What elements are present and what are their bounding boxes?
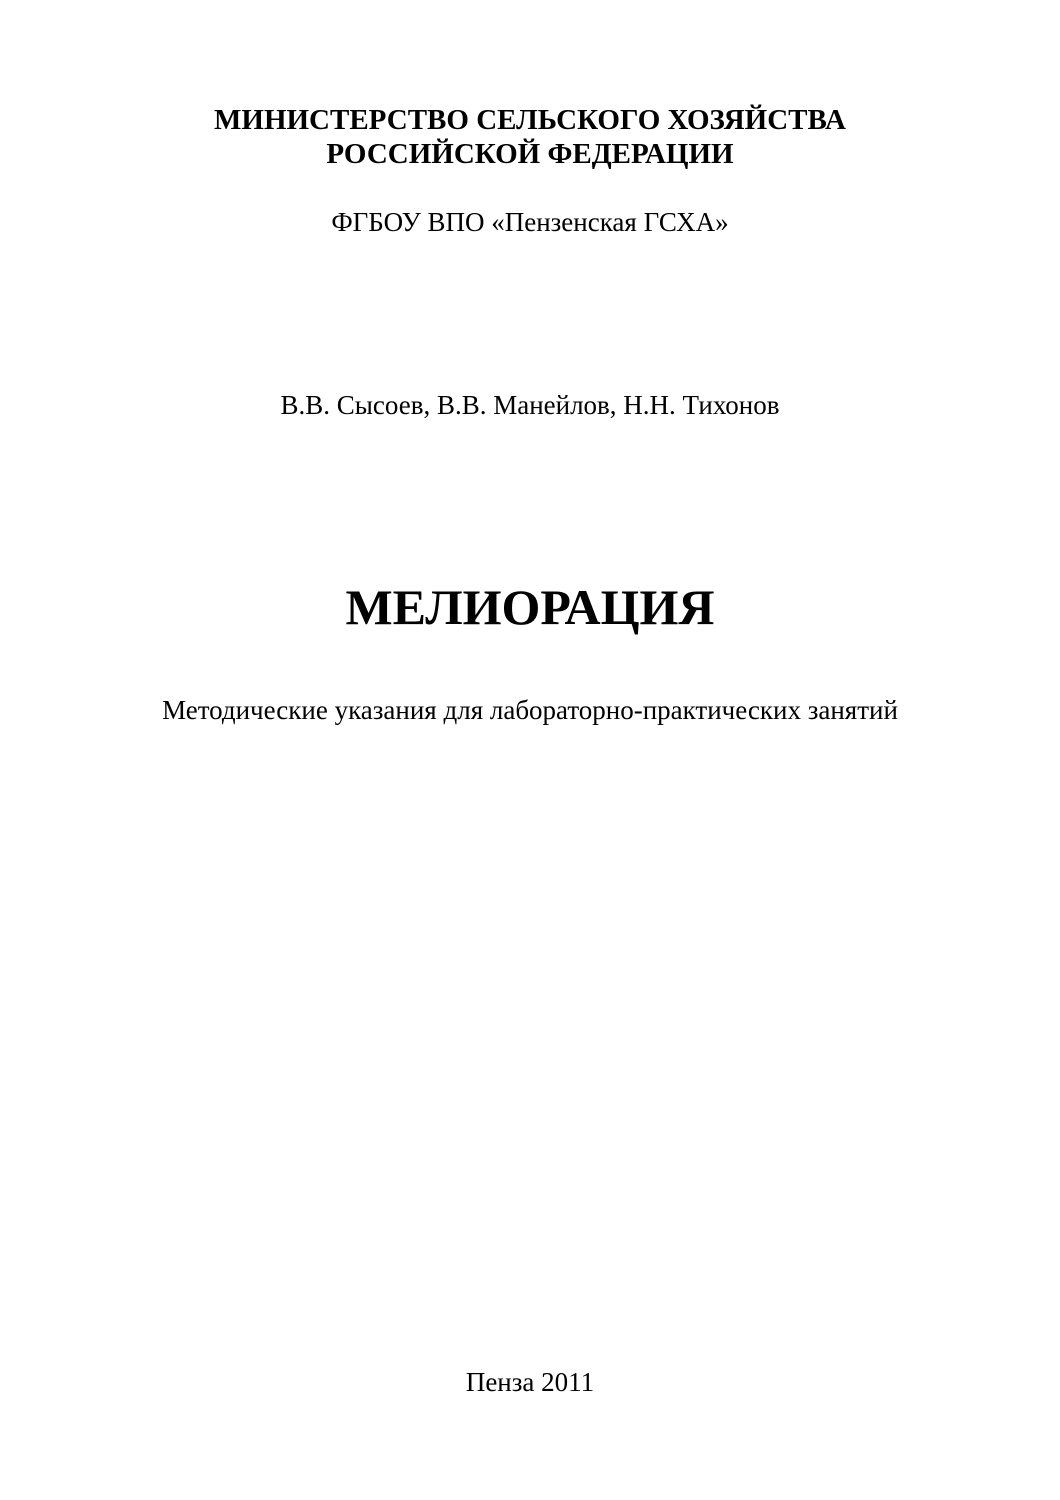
document-title: МЕЛИОРАЦИЯ: [345, 579, 715, 635]
institution-name: ФГБОУ ВПО «Пензенская ГСХА»: [331, 207, 729, 237]
ministry-name-line-1: МИНИСТЕРСТВО СЕЛЬСКОГО ХОЗЯЙСТВА: [214, 104, 846, 136]
document-subtitle: Методические указания для лабораторно-практических занятий: [162, 695, 898, 725]
city-year: Пенза 2011: [465, 1367, 595, 1397]
authors: В.В. Сысоев, В.В. Манейлов, Н.Н. Тихонов: [280, 390, 780, 420]
ministry-name-line-2: РОССИЙСКОЙ ФЕДЕРАЦИИ: [326, 138, 734, 170]
